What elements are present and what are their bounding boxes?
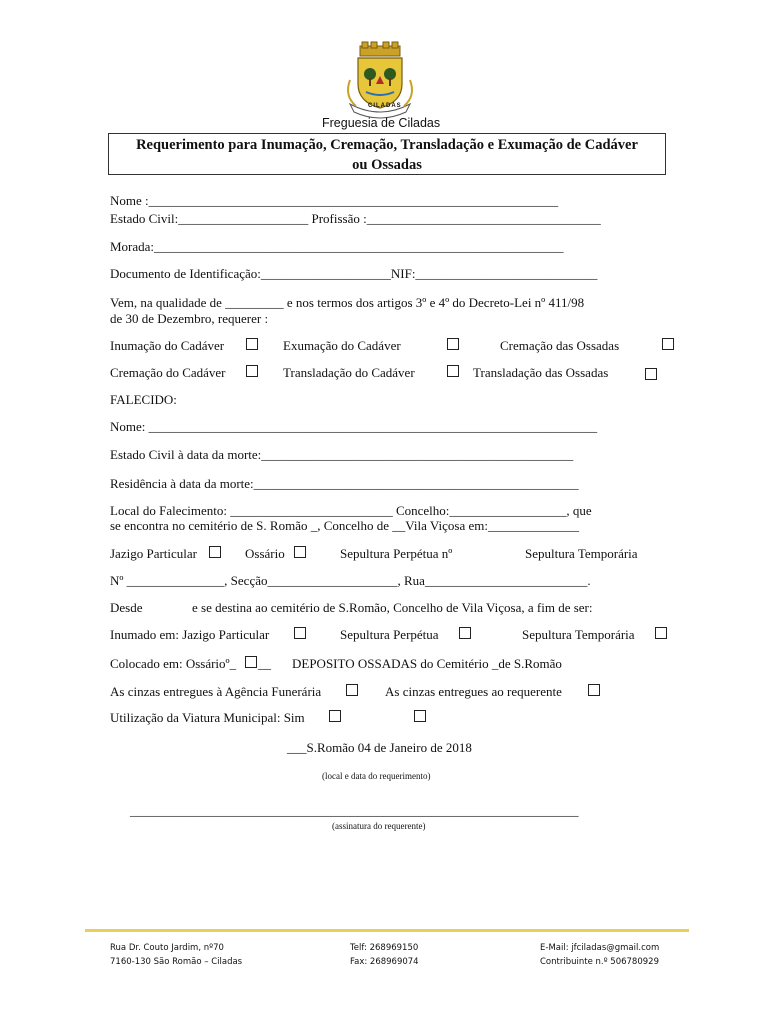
form-title-line2: ou Ossadas	[352, 157, 422, 173]
estado-civil-profissao-field[interactable]: Estado Civil:____________________ Profissão :____________________________________	[110, 211, 601, 226]
footer-address	[110, 941, 242, 969]
morada-field[interactable]: Morada:_______________________________________________________________	[110, 239, 564, 254]
checkbox-inumado-sepultura-temporaria[interactable]	[655, 627, 667, 639]
cinzas-agencia-label: As cinzas entregues à Agência Funerária	[110, 684, 322, 699]
footer-phone	[350, 941, 419, 969]
option-exumacao-cadaver	[283, 338, 401, 354]
checkbox-colocado-ossario[interactable]	[245, 656, 257, 668]
inumado-jazigo-label: Inumado em: Jazigo Particular	[110, 627, 270, 642]
jazigo-particular-label: Jazigo Particular	[110, 546, 197, 561]
option-transladacao-cadaver	[283, 365, 415, 381]
destino-text: e se destina ao cemitério de S.Romão, Concelho de Vila Viçosa, a fim de ser:	[192, 600, 593, 615]
option-cremacao-ossadas	[500, 338, 619, 354]
checkbox-cremacao-cadaver[interactable]	[246, 365, 258, 377]
documento-nif-field[interactable]: Documento de Identificação:____________________NIF:____________________________	[110, 266, 598, 281]
footer-rule	[85, 929, 689, 932]
falecido-nome-field[interactable]: Nome: _____________________________________________________________________	[110, 419, 598, 434]
footer-phone-line1: Telf: 268969150	[350, 943, 419, 953]
colocado-suffix: __	[258, 656, 271, 671]
checkbox-transladacao-ossadas[interactable]	[645, 368, 657, 380]
vem-qualidade-line: Vem, na qualidade de _________ e nos termos dos artigos 3º e 4º do Decreto-Lei nº 411/98	[110, 295, 585, 310]
local-falecimento-field[interactable]: Local do Falecimento: _________________________ Concelho:__________________, que	[110, 503, 592, 518]
footer-email[interactable]: E-Mail: jfciladas@gmail.com	[540, 943, 660, 953]
inumado-sepultura-temporaria-label: Sepultura Temporária	[522, 627, 635, 642]
form-title-box	[108, 133, 666, 175]
date-line[interactable]: ___S.Romão 04 de Janeiro de 2018	[287, 740, 472, 755]
checkbox-viatura-sim[interactable]	[329, 710, 341, 722]
parish-crest-logo	[340, 40, 420, 120]
signature-line[interactable]: _____________________________________________________________________	[130, 803, 579, 818]
cemiterio-line[interactable]: se encontra no cemitério de S. Romão _, Concelho de __Vila Viçosa em:______________	[110, 518, 579, 533]
ossario-label: Ossário	[245, 546, 285, 561]
option-label: Inumação do Cadáver	[110, 338, 225, 353]
checkbox-inumado-sepultura-perpetua[interactable]	[459, 627, 471, 639]
footer-phone-line2: Fax: 268969074	[350, 957, 419, 967]
viatura-municipal-label: Utilização da Viatura Municipal: Sim	[110, 710, 305, 725]
date-caption: (local e data do requerimento)	[322, 771, 431, 781]
option-label: Transladação das Ossadas	[473, 365, 609, 380]
desde-label: Desde	[110, 600, 143, 615]
numero-seccao-rua-field[interactable]: Nº _______________, Secção____________________, Rua_________________________.	[110, 573, 591, 588]
checkbox-cinzas-requerente[interactable]	[588, 684, 600, 696]
option-cremacao-cadaver	[110, 365, 226, 381]
option-label: Cremação das Ossadas	[500, 338, 620, 353]
checkbox-viatura-nao[interactable]	[414, 710, 426, 722]
signature-caption: (assinatura do requerente)	[332, 821, 426, 831]
residencia-morte-field[interactable]: Residência à data da morte:__________________________________________________	[110, 476, 579, 491]
parish-name: Freguesia de Ciladas	[322, 116, 441, 130]
nome-field[interactable]: Nome :_______________________________________________________________	[110, 193, 559, 208]
footer-contribuinte: Contribuinte n.º 506780929	[540, 957, 659, 967]
footer-address-line1: Rua Dr. Couto Jardim, nº70	[110, 943, 224, 953]
deposito-ossadas-text: DEPOSITO OSSADAS do Cemitério _de S.Romão	[292, 656, 562, 671]
option-label: Exumação do Cadáver	[283, 338, 401, 353]
checkbox-jazigo-particular[interactable]	[209, 546, 221, 558]
option-inumacao-cadaver	[110, 338, 224, 354]
checkbox-exumacao-cadaver[interactable]	[447, 338, 459, 350]
checkbox-cremacao-ossadas[interactable]	[662, 338, 674, 350]
sepultura-temporaria-label: Sepultura Temporária	[525, 546, 638, 561]
cinzas-requerente-label: As cinzas entregues ao requerente	[385, 684, 562, 699]
footer-address-line2: 7160-130 São Romão – Ciladas	[110, 957, 243, 967]
falecido-heading: FALECIDO:	[110, 392, 177, 407]
checkbox-inumacao-cadaver[interactable]	[246, 338, 258, 350]
option-label: Transladação do Cadáver	[283, 365, 415, 380]
vem-qualidade-line2: de 30 de Dezembro, requerer :	[110, 311, 269, 326]
option-transladacao-ossadas	[473, 365, 608, 381]
crest-ribbon-text: CILADAS	[368, 103, 402, 109]
estado-civil-morte-field[interactable]: Estado Civil à data da morte:________________________________________________	[110, 447, 574, 462]
option-label: Cremação do Cadáver	[110, 365, 226, 380]
checkbox-cinzas-agencia[interactable]	[346, 684, 358, 696]
checkbox-transladacao-cadaver[interactable]	[447, 365, 459, 377]
footer-contact	[540, 941, 659, 969]
colocado-label: Colocado em: Ossárioº_	[110, 656, 237, 671]
checkbox-ossario[interactable]	[294, 546, 306, 558]
sepultura-perpetua-label: Sepultura Perpétua nº	[340, 546, 453, 561]
inumado-sepultura-perpetua-label: Sepultura Perpétua	[340, 627, 439, 642]
form-title-line1: Requerimento para Inumação, Cremação, Transladação e Exumação de Cadáver	[136, 137, 638, 153]
checkbox-inumado-jazigo[interactable]	[294, 627, 306, 639]
